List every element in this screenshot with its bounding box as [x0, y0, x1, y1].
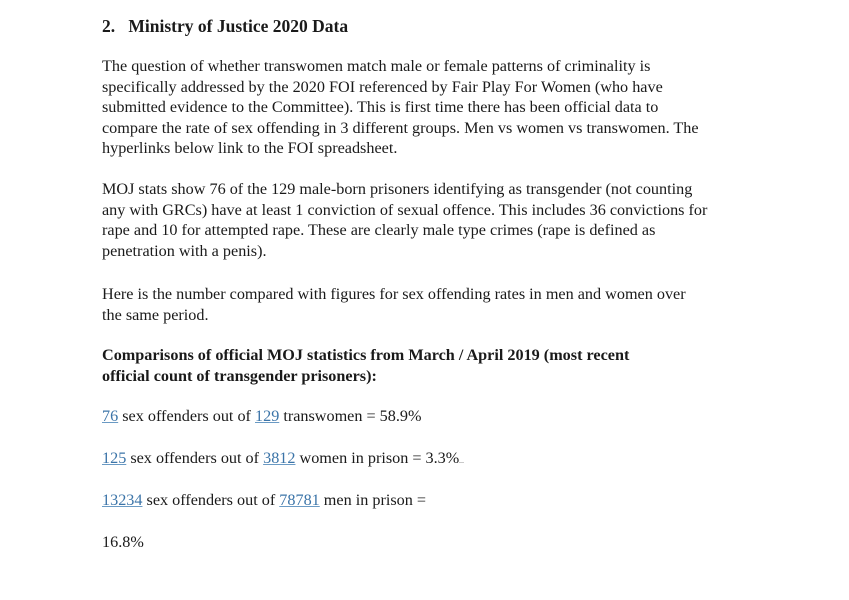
stat-text: sex offenders out of — [118, 407, 255, 425]
total-link[interactable]: 3812 — [263, 449, 296, 467]
paragraph-line: hyperlinks below link to the FOI spreadsheet. — [102, 139, 398, 158]
paragraph-line: Here is the number compared with figures for sex offending rates in men and women over — [102, 285, 686, 303]
paragraph-line: rape and 10 for attempted rape. These are clearly male type crimes (rape is defined as — [102, 221, 656, 240]
total-link[interactable]: 78781 — [279, 491, 320, 509]
paragraph-line: MOJ stats show 76 of the 129 male-born prisoners identifying as transgender (not counting — [102, 180, 693, 198]
paragraph-line: the same period. — [102, 305, 209, 324]
section-title: Ministry of Justice 2020 Data — [128, 16, 349, 36]
stat-text: men in prison = — [319, 491, 426, 509]
paragraph-line: any with GRCs) have at least 1 conviction of sexual offence. This includes 36 convictions for — [102, 200, 708, 219]
stat-text: sex offenders out of — [126, 449, 264, 467]
intro-paragraph — [102, 56, 699, 159]
offenders-link[interactable]: 13234 — [102, 491, 143, 509]
paragraph-line: specifically addressed by the 2020 FOI referenced by Fair Play For Women (who have — [102, 77, 663, 96]
paragraph-line: Comparisons of official MOJ statistics from March / April 2019 (most recent — [102, 346, 630, 364]
total-link[interactable]: 129 — [255, 407, 280, 425]
stat-women — [102, 449, 464, 468]
paragraph-line: The question of whether transwomen match male or female patterns of criminality is — [102, 57, 651, 75]
paragraph-line: official count of transgender prisoners): — [102, 366, 377, 385]
paragraph-line: submitted evidence to the Committee). This is first time there has been official data to — [102, 98, 659, 117]
offenders-link[interactable]: 76 — [102, 407, 119, 425]
comparison-heading — [102, 345, 629, 386]
section-number: 2. — [102, 16, 116, 36]
paragraph-line: penetration with a penis). — [102, 241, 267, 260]
comparison-intro-paragraph — [102, 284, 686, 325]
stat-text: women in prison = 3.3% — [295, 449, 460, 467]
offenders-link[interactable]: 125 — [102, 449, 127, 467]
stat-text: sex offenders out of — [142, 491, 280, 509]
moj-stats-paragraph — [102, 179, 707, 261]
men-rate-value: 16.8% — [102, 533, 144, 551]
stat-men — [102, 491, 426, 510]
stat-text: transwomen = 58.9% — [279, 407, 422, 425]
underscore-mark — [459, 452, 464, 463]
section-heading — [102, 16, 348, 37]
paragraph-line: compare the rate of sex offending in 3 different groups. Men vs women vs transwomen. The — [102, 118, 699, 137]
stat-transwomen — [102, 407, 421, 426]
